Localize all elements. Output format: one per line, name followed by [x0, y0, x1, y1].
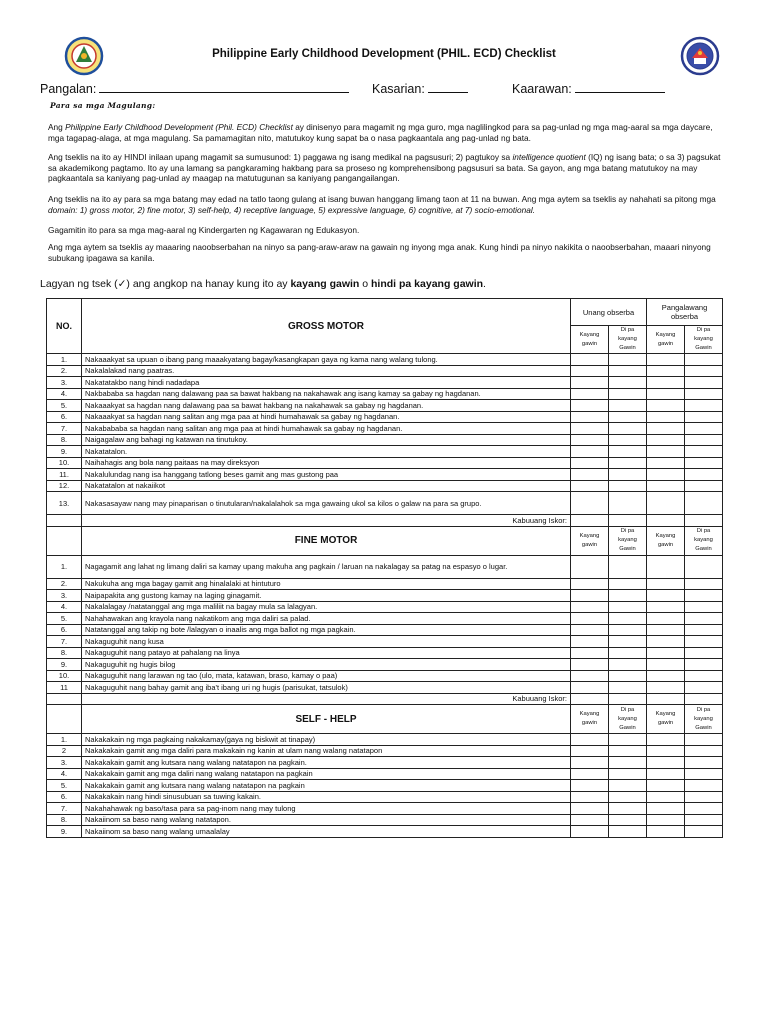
check-cell[interactable]: [685, 480, 723, 492]
item-description: Nakatatalon at nakaiikot: [82, 480, 571, 492]
item-number: 5.: [47, 613, 82, 625]
check-cell[interactable]: [609, 411, 647, 423]
item-number: 3.: [47, 590, 82, 602]
item-description: Nakaguguhit nang larawan ng tao (ulo, mata, katawan, braso, kamay o paa): [82, 670, 571, 682]
item-number: 9.: [47, 446, 82, 458]
section-title-gross-motor: GROSS MOTOR: [82, 299, 571, 354]
check-cell[interactable]: [571, 365, 609, 377]
total-score-row: [47, 693, 723, 705]
total-score-cell[interactable]: [685, 515, 723, 527]
check-cell[interactable]: [685, 377, 723, 389]
table-header-row: [47, 526, 723, 555]
check-cell[interactable]: [609, 768, 647, 780]
check-cell[interactable]: [609, 647, 647, 659]
check-cell[interactable]: [647, 757, 685, 769]
check-cell[interactable]: [609, 555, 647, 578]
check-cell[interactable]: [685, 590, 723, 602]
first-observation-header: Unang obserba: [571, 299, 647, 326]
table-row: [47, 670, 723, 682]
check-cell[interactable]: [685, 791, 723, 803]
check-cell[interactable]: [571, 659, 609, 671]
check-cell[interactable]: [571, 469, 609, 481]
check-cell[interactable]: [685, 814, 723, 826]
table-row: [47, 768, 723, 780]
check-cell[interactable]: [647, 734, 685, 746]
table-header-row: [47, 705, 723, 734]
parents-heading: Para sa mga Magulang:: [50, 101, 156, 110]
check-cell[interactable]: [609, 480, 647, 492]
name-label: Pangalan:: [40, 82, 97, 96]
table-row: [47, 791, 723, 803]
table-row: [47, 647, 723, 659]
check-cell[interactable]: [685, 578, 723, 590]
check-cell[interactable]: [685, 457, 723, 469]
check-cell[interactable]: [609, 803, 647, 815]
item-description: Nakalalagay /natatanggal ang mga maliliit na bagay mula sa lalagyan.: [82, 601, 571, 613]
item-description: Naihahagis ang bola nang paitaas na may direksyon: [82, 457, 571, 469]
item-number: 3.: [47, 377, 82, 389]
check-cell[interactable]: [685, 636, 723, 648]
check-cell[interactable]: [647, 647, 685, 659]
table-row: [47, 365, 723, 377]
item-description: Nakaguguhit nang patayo at pahalang na linya: [82, 647, 571, 659]
sex-blank[interactable]: [428, 80, 468, 93]
item-description: Naipapakita ang gustong kamay na laging ginagamit.: [82, 590, 571, 602]
check-cell[interactable]: [647, 636, 685, 648]
item-number: 11: [47, 682, 82, 694]
item-description: Naigagalaw ang bahagi ng katawan na tinutukoy.: [82, 434, 571, 446]
total-score-cell[interactable]: [571, 515, 609, 527]
check-cell[interactable]: [647, 555, 685, 578]
check-cell[interactable]: [647, 446, 685, 458]
check-cell[interactable]: [685, 613, 723, 625]
check-cell[interactable]: [609, 682, 647, 694]
check-cell[interactable]: [647, 613, 685, 625]
column-header-cannot: Di pa kayang Gawin: [685, 526, 723, 555]
item-description: Nakatatalon.: [82, 446, 571, 458]
column-header-cannot: Di pa kayang Gawin: [609, 526, 647, 555]
check-cell[interactable]: [571, 388, 609, 400]
check-cell[interactable]: [685, 446, 723, 458]
check-cell[interactable]: [571, 647, 609, 659]
check-cell[interactable]: [647, 457, 685, 469]
check-cell[interactable]: [685, 647, 723, 659]
check-cell[interactable]: [647, 803, 685, 815]
no-column-blank: [47, 705, 82, 734]
item-number: 2.: [47, 578, 82, 590]
item-number: 13.: [47, 492, 82, 515]
check-cell[interactable]: [571, 590, 609, 602]
check-cell[interactable]: [685, 492, 723, 515]
check-cell[interactable]: [609, 377, 647, 389]
item-description: Nakasasayaw nang may pinaparisan o tinutularan/nakalalahok sa mga gawaing ukol sa kilos o galaw na para sa grupo.: [82, 492, 571, 515]
check-cell[interactable]: [647, 423, 685, 435]
check-cell[interactable]: [609, 469, 647, 481]
check-cell[interactable]: [571, 826, 609, 838]
check-cell[interactable]: [647, 601, 685, 613]
item-number: 1.: [47, 555, 82, 578]
item-number: 2: [47, 745, 82, 757]
check-cell[interactable]: [685, 682, 723, 694]
check-cell[interactable]: [609, 745, 647, 757]
check-cell[interactable]: [685, 734, 723, 746]
item-number: 1.: [47, 354, 82, 366]
check-cell[interactable]: [571, 768, 609, 780]
check-cell[interactable]: [571, 636, 609, 648]
table-row: [47, 590, 723, 602]
check-cell[interactable]: [685, 768, 723, 780]
item-description: Nakabababa sa hagdan nang salitan ang mga paa at hindi humahawak sa gabay ng hagdanan.: [82, 423, 571, 435]
check-cell[interactable]: [685, 624, 723, 636]
item-number: 4.: [47, 388, 82, 400]
check-cell[interactable]: [609, 670, 647, 682]
item-number: 6.: [47, 411, 82, 423]
check-cell[interactable]: [609, 365, 647, 377]
check-cell[interactable]: [647, 814, 685, 826]
intro-paragraph-2: Ang tseklis na ito ay HINDI inilaan upang magamit sa sumusunod: 1) paggawa ng isang medikal na pagsusuri; 2) pagtukoy sa intelligence quotient (IQ) ng isang bata; o sa 3) pagsukat sa akademikong pagtamo. Ito ay una lamang sa pangkaraming hakbang para sa proseso ng komprehensibong pagsusuri sa bata. Sa gayon, ang mga batang matutukoy na may pagkaantala sa kaniyang pag-unlad ay maagap na matutugunan sa kaniyang pangangailangan.: [48, 152, 721, 183]
check-cell[interactable]: [571, 411, 609, 423]
check-cell[interactable]: [571, 670, 609, 682]
item-number: 7.: [47, 803, 82, 815]
table-row: [47, 400, 723, 412]
check-cell[interactable]: [647, 377, 685, 389]
check-cell[interactable]: [609, 757, 647, 769]
no-column-header: NO.: [47, 299, 82, 354]
student-identity-fields: [40, 80, 740, 98]
check-cell[interactable]: [647, 768, 685, 780]
item-number: 8.: [47, 647, 82, 659]
check-cell[interactable]: [647, 826, 685, 838]
check-cell[interactable]: [685, 434, 723, 446]
check-cell[interactable]: [647, 624, 685, 636]
table-row: [47, 555, 723, 578]
check-cell[interactable]: [571, 682, 609, 694]
table-row: [47, 734, 723, 746]
column-header-can: Kayang gawin: [647, 705, 685, 734]
item-number: 12.: [47, 480, 82, 492]
birthday-blank[interactable]: [575, 80, 665, 93]
table-row: [47, 377, 723, 389]
item-description: Nakaaakyat sa hagdan nang salitan ang mga paa at hindi humahawak sa gabay ng hagdanan.: [82, 411, 571, 423]
check-cell[interactable]: [685, 780, 723, 792]
check-cell[interactable]: [609, 423, 647, 435]
table-row: [47, 434, 723, 446]
check-cell[interactable]: [571, 555, 609, 578]
sex-field[interactable]: [372, 80, 468, 96]
check-cell[interactable]: [685, 670, 723, 682]
intro-paragraph-1: Ang Philippine Early Childhood Development (Phil. ECD) Checklist ay dinisenyo para magamit ng mga guro, mga naglilingkod para sa pag-unlad ng mga mag-aaral sa mga daycare, mga tagapag-alaga, at mga magulang. Sa pamamagitan nito, matutukoy kung sapat ba o nasa pagkaantala ang pag-unlad ng bata.: [48, 122, 713, 143]
check-cell[interactable]: [647, 791, 685, 803]
item-number: 5.: [47, 780, 82, 792]
table-row: [47, 388, 723, 400]
check-cell[interactable]: [685, 423, 723, 435]
item-description: Nakakakain ng mga pagkaing nakakamay(gaya ng biskwit at tinapay): [82, 734, 571, 746]
check-cell[interactable]: [647, 745, 685, 757]
column-header-can: Kayang gawin: [571, 326, 609, 354]
check-cell[interactable]: [647, 480, 685, 492]
check-cell[interactable]: [685, 400, 723, 412]
total-score-cell[interactable]: [647, 693, 685, 705]
table-row: [47, 469, 723, 481]
item-description: Nakalalakad nang paatras.: [82, 365, 571, 377]
check-cell[interactable]: [647, 388, 685, 400]
check-cell[interactable]: [571, 601, 609, 613]
checklist-table: [46, 298, 723, 838]
item-description: Nakatatakbo nang hindi nadadapa: [82, 377, 571, 389]
no-column-blank: [47, 526, 82, 555]
column-header-cannot: Di pa kayang Gawin: [609, 326, 647, 354]
check-cell[interactable]: [571, 814, 609, 826]
table-row: [47, 480, 723, 492]
item-description: Nakaiinom sa baso nang walang umaalalay: [82, 826, 571, 838]
column-header-can: Kayang gawin: [647, 326, 685, 354]
table-row: [47, 423, 723, 435]
section-title-fine-motor: FINE MOTOR: [82, 526, 571, 555]
item-number: 11.: [47, 469, 82, 481]
check-cell[interactable]: [571, 791, 609, 803]
table-row: [47, 601, 723, 613]
check-cell[interactable]: [609, 434, 647, 446]
name-field[interactable]: [40, 80, 349, 96]
table-row: [47, 492, 723, 515]
item-description: Nakakakain gamit ang kutsara nang walang natatapon na pagkain: [82, 780, 571, 792]
item-description: Nakahahawak ng baso/tasa para sa pag-inom nang may tulong: [82, 803, 571, 815]
column-header-cannot: Di pa kayang Gawin: [685, 705, 723, 734]
table-row: [47, 803, 723, 815]
birthday-label: Kaarawan:: [512, 82, 572, 96]
table-row: [47, 745, 723, 757]
check-cell[interactable]: [647, 492, 685, 515]
check-cell[interactable]: [647, 590, 685, 602]
total-score-cell[interactable]: [609, 515, 647, 527]
table-row: [47, 682, 723, 694]
item-number: 4.: [47, 601, 82, 613]
table-row: [47, 624, 723, 636]
column-header-cannot: Di pa kayang Gawin: [609, 705, 647, 734]
item-number: 10.: [47, 457, 82, 469]
table-row: [47, 578, 723, 590]
check-cell[interactable]: [609, 578, 647, 590]
item-number: 9.: [47, 659, 82, 671]
item-description: Natatanggal ang takip ng bote /lalagyan o inaalis ang mga ballot ng mga pagkain.: [82, 624, 571, 636]
item-description: Nahahawakan ang krayola nang nakatikom ang mga daliri sa palad.: [82, 613, 571, 625]
table-row: [47, 659, 723, 671]
check-cell[interactable]: [685, 365, 723, 377]
check-cell[interactable]: [685, 826, 723, 838]
check-cell[interactable]: [647, 578, 685, 590]
table-row: [47, 457, 723, 469]
check-cell[interactable]: [647, 354, 685, 366]
item-description: Nakbababa sa hagdan nang dalawang paa sa bawat hakbang na nakahawak ang isang kamay sa gabay ng hagdanan.: [82, 388, 571, 400]
table-row: [47, 757, 723, 769]
item-description: Nakaguguhit nang bahay gamit ang iba't ibang uri ng hugis (parisukat, tatsulok): [82, 682, 571, 694]
deped-seal-icon: [680, 36, 720, 76]
check-cell[interactable]: [647, 780, 685, 792]
check-cell[interactable]: [571, 354, 609, 366]
section-title-self-help: SELF - HELP: [82, 705, 571, 734]
check-cell[interactable]: [571, 745, 609, 757]
total-score-label: Kabuuang Iskor:: [82, 693, 571, 705]
check-cell[interactable]: [609, 613, 647, 625]
page-header: [0, 36, 768, 78]
item-number: 3.: [47, 757, 82, 769]
table-row: [47, 354, 723, 366]
item-description: Nakaaakyat sa hagdan nang dalawang paa sa bawat hakbang na nakahawak sa gabay ng hagdanan.: [82, 400, 571, 412]
check-cell[interactable]: [609, 446, 647, 458]
check-cell[interactable]: [685, 803, 723, 815]
document-title: Philippine Early Childhood Development (PHIL. ECD) Checklist: [212, 48, 556, 60]
check-cell[interactable]: [609, 734, 647, 746]
check-cell[interactable]: [609, 814, 647, 826]
check-cell[interactable]: [647, 365, 685, 377]
item-number: 2.: [47, 365, 82, 377]
table-row: [47, 613, 723, 625]
item-number: 6.: [47, 624, 82, 636]
item-number: 6.: [47, 791, 82, 803]
check-cell[interactable]: [571, 613, 609, 625]
checklist-body: [47, 299, 723, 838]
intro-paragraph-3: Ang tseklis na ito ay para sa mga batang may edad na tatlo taong gulang at isang buwan hanggang limang taon at 11 na buwan. Ang mga aytem sa tseklis ay nahahati sa pitong mga domain: 1) gross motor, 2) fine motor, 3) self-help, 4) receptive language, 5) expressive language, 6) cognitive, at 7) socio-emotional.: [48, 194, 716, 215]
table-row: [47, 411, 723, 423]
check-cell[interactable]: [571, 457, 609, 469]
check-cell[interactable]: [609, 659, 647, 671]
check-cell[interactable]: [609, 400, 647, 412]
item-description: Nakaguguhit nang kusa: [82, 636, 571, 648]
column-header-can: Kayang gawin: [571, 705, 609, 734]
item-description: Nakukuha ang mga bagay gamit ang hinalalaki at hintuturo: [82, 578, 571, 590]
check-cell[interactable]: [647, 682, 685, 694]
check-cell[interactable]: [609, 624, 647, 636]
item-number: 4.: [47, 768, 82, 780]
check-cell[interactable]: [571, 803, 609, 815]
name-blank[interactable]: [99, 80, 349, 93]
check-cell[interactable]: [571, 446, 609, 458]
check-cell[interactable]: [609, 388, 647, 400]
check-cell[interactable]: [647, 400, 685, 412]
item-description: Nakakakain gamit ang mga daliri para makakain ng kanin at ulam nang walang natatapon: [82, 745, 571, 757]
check-cell[interactable]: [571, 492, 609, 515]
check-cell[interactable]: [571, 578, 609, 590]
column-header-cannot: Di pa kayang Gawin: [685, 326, 723, 354]
check-cell[interactable]: [571, 624, 609, 636]
check-cell[interactable]: [647, 434, 685, 446]
item-description: Nakakakain nang hindi sinusubuan sa tuwing kakain.: [82, 791, 571, 803]
check-cell[interactable]: [571, 423, 609, 435]
item-number: 8.: [47, 814, 82, 826]
total-score-cell[interactable]: [609, 693, 647, 705]
item-number: 10.: [47, 670, 82, 682]
table-row: [47, 814, 723, 826]
instruction-line: Lagyan ng tsek (✓) ang angkop na hanay kung ito ay kayang gawin o hindi pa kayang gawin.: [40, 278, 486, 290]
item-description: Nakakakain gamit ang kutsara nang walang natatapon na pagkain.: [82, 757, 571, 769]
check-cell[interactable]: [685, 745, 723, 757]
table-row: [47, 780, 723, 792]
item-description: Nakalulundag nang isa hanggang tatlong beses gamit ang mas gustong paa: [82, 469, 571, 481]
item-description: Nagagamit ang lahat ng limang daliri sa kamay upang makuha ang pagkain / laruan na nakalagay sa patag na espasyo o lugar.: [82, 555, 571, 578]
total-score-cell[interactable]: [571, 693, 609, 705]
column-header-can: Kayang gawin: [571, 526, 609, 555]
total-blank: [47, 515, 82, 527]
table-row: [47, 446, 723, 458]
check-cell[interactable]: [609, 601, 647, 613]
check-cell[interactable]: [609, 826, 647, 838]
check-cell[interactable]: [685, 388, 723, 400]
item-number: 7.: [47, 423, 82, 435]
column-header-can: Kayang gawin: [647, 526, 685, 555]
total-score-cell[interactable]: [647, 515, 685, 527]
total-blank: [47, 693, 82, 705]
check-cell[interactable]: [685, 469, 723, 481]
table-header-row: [47, 299, 723, 326]
check-cell[interactable]: [571, 780, 609, 792]
table-row: [47, 636, 723, 648]
check-cell[interactable]: [571, 434, 609, 446]
check-cell[interactable]: [647, 469, 685, 481]
item-number: 1.: [47, 734, 82, 746]
check-cell[interactable]: [685, 757, 723, 769]
check-cell[interactable]: [609, 354, 647, 366]
check-cell[interactable]: [571, 400, 609, 412]
item-description: Nakaaakyat sa upuan o ibang pang maaakyatang bagay/kasangkapan gaya ng kama nang walang tulong.: [82, 354, 571, 366]
check-cell[interactable]: [647, 411, 685, 423]
table-row: [47, 826, 723, 838]
total-score-label: Kabuuang Iskor:: [82, 515, 571, 527]
check-cell[interactable]: [571, 757, 609, 769]
check-cell[interactable]: [647, 670, 685, 682]
check-cell[interactable]: [571, 480, 609, 492]
check-cell[interactable]: [571, 377, 609, 389]
check-cell[interactable]: [609, 791, 647, 803]
check-cell[interactable]: [647, 659, 685, 671]
check-cell[interactable]: [685, 659, 723, 671]
check-cell[interactable]: [571, 734, 609, 746]
intro-paragraph-4: Gagamitin ito para sa mga mag-aaral ng Kindergarten ng Kagawaran ng Edukasyon.: [48, 225, 360, 235]
birthday-field[interactable]: [512, 80, 665, 96]
item-description: Nakakakain gamit ang mga daliri nang walang natatapon na pagkain: [82, 768, 571, 780]
check-cell[interactable]: [685, 354, 723, 366]
item-number: 7.: [47, 636, 82, 648]
item-description: Nakaguguhit ng hugis bilog: [82, 659, 571, 671]
check-cell[interactable]: [685, 601, 723, 613]
item-number: 9.: [47, 826, 82, 838]
item-number: 8.: [47, 434, 82, 446]
check-cell[interactable]: [609, 457, 647, 469]
total-score-row: [47, 515, 723, 527]
total-score-cell[interactable]: [685, 693, 723, 705]
intro-paragraph-5: Ang mga aytem sa tseklis ay maaaring naoobserbahan na ninyo sa pang-araw-araw na gawain ng inyong mga anak. Kung hindi pa ninyo nakikita o naoobserbahan, maaari ninyong subukang ipagawa sa kanila.: [48, 242, 711, 263]
check-cell[interactable]: [609, 492, 647, 515]
check-cell[interactable]: [609, 590, 647, 602]
second-observation-header: Pangalawang obserba: [647, 299, 723, 326]
check-cell[interactable]: [609, 636, 647, 648]
check-cell[interactable]: [685, 555, 723, 578]
item-number: 5.: [47, 400, 82, 412]
check-cell[interactable]: [685, 411, 723, 423]
sex-label: Kasarian:: [372, 82, 425, 96]
check-cell[interactable]: [609, 780, 647, 792]
item-description: Nakaiinom sa baso nang walang natatapon.: [82, 814, 571, 826]
